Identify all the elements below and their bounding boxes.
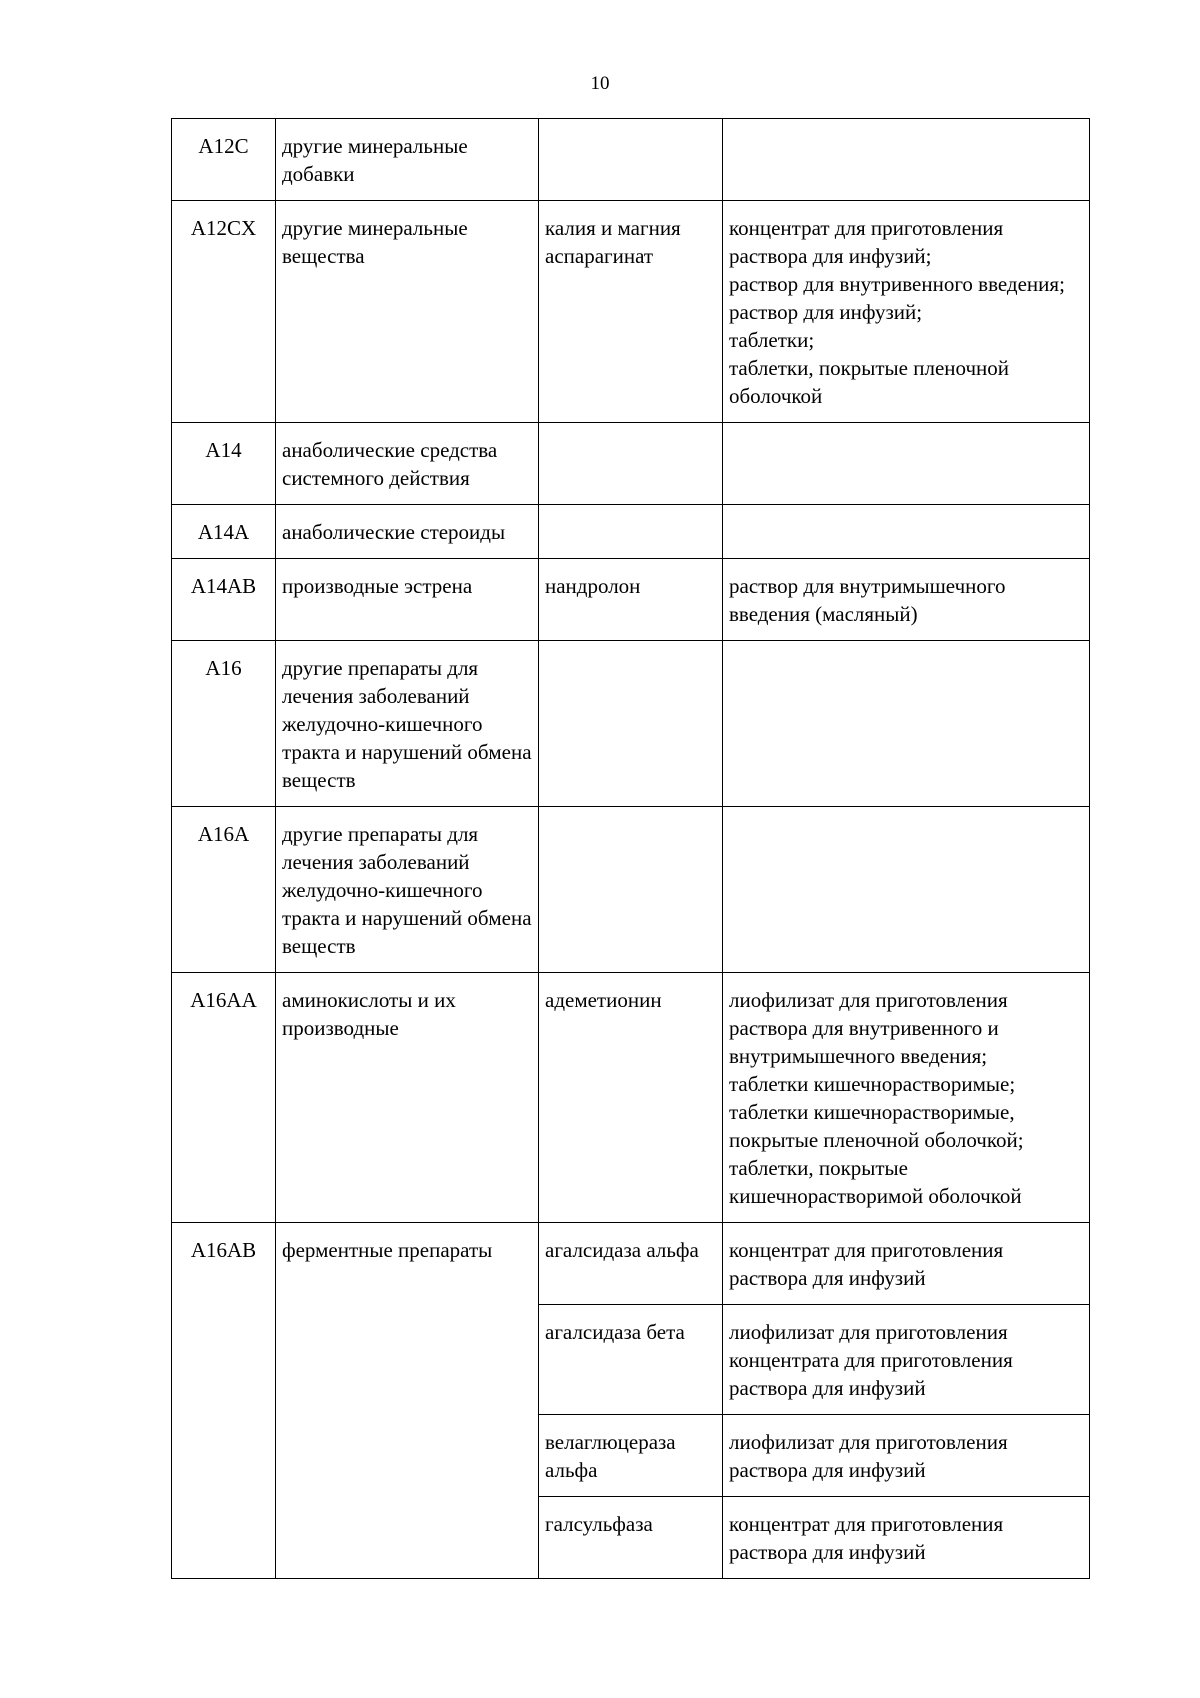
dosage-form: таблетки кишечнорастворимые, покрытые пленочной оболочкой; xyxy=(729,1100,1024,1152)
table-row xyxy=(172,201,1090,423)
page-number: 10 xyxy=(590,73,610,94)
atc-code: A14AB xyxy=(172,559,276,641)
atc-code: A12CX xyxy=(172,201,276,423)
table-row xyxy=(172,423,1090,505)
dosage-form: таблетки, покрытые кишечнорастворимой оболочкой xyxy=(729,1156,1022,1208)
dosage-forms xyxy=(723,1305,1090,1415)
drug-name: калия и магния аспарагинат xyxy=(539,201,723,423)
atc-group-name: другие препараты для лечения заболеваний желудочно-кишечного тракта и нарушений обмена веществ xyxy=(276,641,539,807)
dosage-form: лиофилизат для приготовления концентрата для приготовления раствора для инфузий xyxy=(729,1320,1013,1400)
dosage-form: таблетки, покрытые пленочной оболочкой xyxy=(729,356,1010,408)
atc-code: A16AB xyxy=(172,1223,276,1579)
atc-group-name: другие минеральные добавки xyxy=(276,119,539,201)
drug-name: галсульфаза xyxy=(539,1497,723,1579)
dosage-form: концентрат для приготовления раствора для инфузий xyxy=(729,1512,1004,1564)
atc-group-name: другие препараты для лечения заболеваний желудочно-кишечного тракта и нарушений обмена веществ xyxy=(276,807,539,973)
drug-name: агалсидаза альфа xyxy=(539,1223,723,1305)
dosage-forms xyxy=(723,423,1090,505)
dosage-forms xyxy=(723,201,1090,423)
dosage-form: раствор для инфузий; xyxy=(729,300,923,324)
atc-code: A12C xyxy=(172,119,276,201)
dosage-form: таблетки кишечнорастворимые; xyxy=(729,1072,1016,1096)
dosage-form: лиофилизат для приготовления раствора для инфузий xyxy=(729,1430,1008,1482)
atc-group-name: аминокислоты и их производные xyxy=(276,973,539,1223)
dosage-forms xyxy=(723,1223,1090,1305)
drug-name: агалсидаза бета xyxy=(539,1305,723,1415)
table-row xyxy=(172,807,1090,973)
drug-table xyxy=(171,118,1090,1579)
drug-name xyxy=(539,505,723,559)
atc-code: A14A xyxy=(172,505,276,559)
atc-group-name: анаболические средства системного действия xyxy=(276,423,539,505)
table-row xyxy=(172,119,1090,201)
table-row xyxy=(172,973,1090,1223)
drug-name: нандролон xyxy=(539,559,723,641)
dosage-forms xyxy=(723,505,1090,559)
table-row xyxy=(172,559,1090,641)
drug-name xyxy=(539,423,723,505)
dosage-forms xyxy=(723,559,1090,641)
dosage-form: таблетки; xyxy=(729,328,815,352)
dosage-form: концентрат для приготовления раствора для инфузий xyxy=(729,1238,1004,1290)
drug-name: адеметионин xyxy=(539,973,723,1223)
atc-group-name: производные эстрена xyxy=(276,559,539,641)
drug-name xyxy=(539,807,723,973)
atc-code: A14 xyxy=(172,423,276,505)
dosage-forms xyxy=(723,1497,1090,1579)
dosage-forms xyxy=(723,641,1090,807)
atc-group-name: анаболические стероиды xyxy=(276,505,539,559)
dosage-form: раствор для внутримышечного введения (масляный) xyxy=(729,574,1006,626)
dosage-form: раствор для внутривенного введения; xyxy=(729,272,1065,296)
table-body xyxy=(172,119,1090,1579)
table-row xyxy=(172,641,1090,807)
dosage-forms xyxy=(723,1415,1090,1497)
dosage-form: лиофилизат для приготовления раствора для внутривенного и внутримышечного введения; xyxy=(729,988,1008,1068)
atc-code: A16AA xyxy=(172,973,276,1223)
table-row xyxy=(172,505,1090,559)
drug-name xyxy=(539,119,723,201)
atc-group-name: ферментные препараты xyxy=(276,1223,539,1579)
table-row xyxy=(172,1223,1090,1305)
dosage-form: концентрат для приготовления раствора для инфузий; xyxy=(729,216,1004,268)
atc-code: A16 xyxy=(172,641,276,807)
atc-code: A16A xyxy=(172,807,276,973)
atc-group-name: другие минеральные вещества xyxy=(276,201,539,423)
dosage-forms xyxy=(723,973,1090,1223)
drug-name xyxy=(539,641,723,807)
drug-name: велаглюцераза альфа xyxy=(539,1415,723,1497)
dosage-forms xyxy=(723,807,1090,973)
dosage-forms xyxy=(723,119,1090,201)
